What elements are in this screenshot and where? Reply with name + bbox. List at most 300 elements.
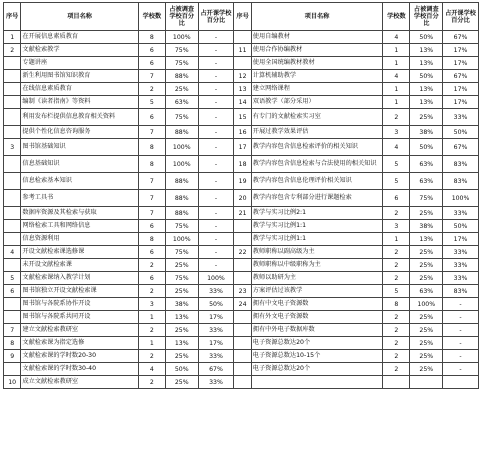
item-text: 数据库资源及其检索与获取 (22, 208, 97, 216)
item-text: 专题讲座 (22, 58, 48, 66)
table-row (4, 96, 479, 109)
count-cell: 2 (383, 272, 410, 285)
item-cell (251, 324, 383, 337)
pct-open-cell: 67% (443, 31, 479, 44)
seq-cell (4, 259, 21, 272)
count-cell: 7 (138, 126, 165, 139)
pct-school-cell: 25% (410, 109, 443, 126)
seq-cell: 1 (4, 31, 21, 44)
seq-cell (4, 57, 21, 70)
pct-open-cell: - (198, 246, 234, 259)
item-cell (251, 376, 383, 389)
count-cell: 7 (138, 190, 165, 207)
pct-school-cell: 38% (410, 126, 443, 139)
count-cell: 8 (138, 139, 165, 156)
pct-open-cell: 17% (443, 83, 479, 96)
header-count: 学校数 (383, 3, 410, 31)
item-text: 双语教学（部分采用） (252, 97, 315, 105)
item-cell (251, 139, 383, 156)
item-cell (251, 350, 383, 363)
item-text: 文献检索课的学时数30-40 (22, 364, 97, 372)
item-cell (21, 220, 138, 233)
item-text: 教学内容包含信息检索评价的相关知识 (252, 142, 358, 150)
item-text: 有专门的文献检索实习室 (252, 112, 321, 120)
pct-open-cell: - (443, 350, 479, 363)
seq-cell (234, 363, 251, 376)
pct-open-cell: 83% (443, 156, 479, 173)
item-cell (21, 83, 138, 96)
pct-school-cell: 100% (165, 139, 198, 156)
count-cell (383, 376, 410, 389)
count-cell: 8 (383, 298, 410, 311)
item-cell (251, 311, 383, 324)
pct-school-cell (410, 376, 443, 389)
count-cell: 2 (383, 324, 410, 337)
pct-school-cell: 25% (410, 363, 443, 376)
pct-school-cell: 63% (410, 156, 443, 173)
count-cell: 2 (383, 350, 410, 363)
pct-school-cell: 88% (165, 173, 198, 190)
item-cell (251, 83, 383, 96)
item-cell (251, 126, 383, 139)
item-cell (21, 139, 138, 156)
pct-school-cell: 88% (165, 190, 198, 207)
pct-open-cell: 50% (443, 220, 479, 233)
count-cell: 6 (138, 246, 165, 259)
pct-open-cell: - (443, 311, 479, 324)
item-text: 新生利用图书馆知识教育 (22, 71, 91, 79)
item-text: 在线信息素质教育 (22, 84, 72, 92)
count-cell: 2 (383, 246, 410, 259)
table-row (4, 363, 479, 376)
pct-open-cell: 100% (443, 190, 479, 207)
pct-school-cell: 50% (410, 31, 443, 44)
item-cell (21, 126, 138, 139)
pct-open-cell: 67% (443, 139, 479, 156)
item-text: 建立文献检索教研室 (22, 325, 79, 333)
count-cell: 6 (138, 44, 165, 57)
table-row (4, 259, 479, 272)
count-cell: 2 (383, 207, 410, 220)
item-cell (21, 31, 138, 44)
seq-cell (4, 363, 21, 376)
count-cell: 8 (138, 31, 165, 44)
pct-open-cell: 17% (443, 57, 479, 70)
table-row (4, 44, 479, 57)
seq-cell: 17 (234, 139, 251, 156)
pct-open-cell: 33% (198, 376, 234, 389)
pct-school-cell: 50% (165, 363, 198, 376)
table-row (4, 126, 479, 139)
count-cell: 3 (383, 220, 410, 233)
seq-cell: 21 (234, 207, 251, 220)
pct-open-cell: 33% (443, 207, 479, 220)
pct-school-cell: 13% (410, 57, 443, 70)
pct-school-cell: 25% (165, 376, 198, 389)
count-cell: 7 (138, 173, 165, 190)
table-row (4, 31, 479, 44)
item-cell (21, 173, 138, 190)
pct-open-cell: 17% (443, 44, 479, 57)
pct-school-cell: 38% (165, 298, 198, 311)
pct-open-cell: - (198, 126, 234, 139)
item-text: 成立文献检索教研室 (22, 377, 79, 385)
item-text: 信息基础知识 (22, 159, 60, 167)
count-cell: 2 (138, 324, 165, 337)
header-item: 项目名称 (251, 3, 383, 31)
pct-open-cell: - (443, 337, 479, 350)
item-text: 拥有中外电子数据库数 (252, 325, 315, 333)
seq-cell (234, 233, 251, 246)
table-row (4, 109, 479, 126)
pct-school-cell: 100% (165, 31, 198, 44)
pct-school-cell: 25% (410, 246, 443, 259)
pct-school-cell: 88% (165, 70, 198, 83)
pct-school-cell: 25% (410, 311, 443, 324)
seq-cell (4, 190, 21, 207)
seq-cell: 2 (4, 44, 21, 57)
pct-school-cell: 38% (410, 220, 443, 233)
table-row (4, 246, 479, 259)
item-text: 教学与实习比例1:1 (252, 221, 307, 229)
header-item: 项目名称 (21, 3, 138, 31)
item-cell (251, 96, 383, 109)
pct-open-cell: - (198, 31, 234, 44)
count-cell: 2 (383, 363, 410, 376)
table-row (4, 337, 479, 350)
table-row (4, 190, 479, 207)
item-cell (21, 259, 138, 272)
table-row (4, 272, 479, 285)
count-cell: 6 (383, 190, 410, 207)
item-cell (21, 363, 138, 376)
seq-cell (4, 156, 21, 173)
count-cell: 5 (383, 156, 410, 173)
seq-cell: 16 (234, 126, 251, 139)
pct-open-cell: - (198, 156, 234, 173)
seq-cell (234, 272, 251, 285)
count-cell: 8 (138, 156, 165, 173)
pct-school-cell: 13% (410, 96, 443, 109)
pct-school-cell: 75% (165, 44, 198, 57)
seq-cell: 3 (4, 139, 21, 156)
seq-cell (4, 173, 21, 190)
table-row (4, 156, 479, 173)
pct-school-cell: 63% (410, 173, 443, 190)
pct-school-cell: 13% (410, 233, 443, 246)
item-cell (21, 44, 138, 57)
item-text: 文献检索课的学时数20-30 (22, 351, 97, 359)
item-cell (21, 96, 138, 109)
seq-cell: 5 (4, 272, 21, 285)
pct-open-cell: 17% (198, 311, 234, 324)
item-cell (21, 350, 138, 363)
seq-cell: 8 (4, 337, 21, 350)
table-row (4, 220, 479, 233)
pct-open-cell: 33% (443, 246, 479, 259)
item-cell (21, 246, 138, 259)
pct-open-cell: - (198, 70, 234, 83)
count-cell: 1 (383, 96, 410, 109)
item-cell (21, 324, 138, 337)
seq-cell (4, 96, 21, 109)
count-cell: 4 (383, 31, 410, 44)
pct-school-cell: 25% (410, 350, 443, 363)
item-cell (251, 156, 383, 173)
seq-cell (4, 207, 21, 220)
item-cell (251, 259, 383, 272)
item-text: 开展过教学效果评估 (252, 127, 309, 135)
item-cell (251, 173, 383, 190)
seq-cell (4, 220, 21, 233)
seq-cell (4, 298, 21, 311)
count-cell: 4 (383, 70, 410, 83)
seq-cell (234, 337, 251, 350)
pct-school-cell: 13% (410, 44, 443, 57)
pct-school-cell: 63% (165, 96, 198, 109)
pct-open-cell: 83% (443, 173, 479, 190)
item-cell (251, 285, 383, 298)
item-cell (251, 57, 383, 70)
pct-open-cell: - (443, 324, 479, 337)
count-cell: 4 (138, 363, 165, 376)
item-text: 未开设文献检索课 (22, 260, 72, 268)
pct-school-cell: 100% (165, 156, 198, 173)
pct-school-cell: 100% (410, 298, 443, 311)
header-row (4, 3, 479, 31)
item-text: 文献检索课为指定选修 (22, 338, 85, 346)
count-cell: 5 (383, 285, 410, 298)
item-cell (21, 109, 138, 126)
item-text: 教学与实习比例2:1 (252, 208, 307, 216)
item-text: 编制《读者指南》等资料 (22, 97, 91, 105)
item-cell (251, 233, 383, 246)
table-row (4, 70, 479, 83)
item-cell (21, 207, 138, 220)
pct-school-cell: 75% (165, 109, 198, 126)
item-text: 文献检索课纳入教学计划 (22, 273, 91, 281)
pct-open-cell: 33% (443, 259, 479, 272)
table-row (4, 173, 479, 190)
pct-school-cell: 25% (410, 337, 443, 350)
pct-open-cell: 17% (198, 337, 234, 350)
pct-open-cell: 67% (443, 70, 479, 83)
seq-cell: 19 (234, 173, 251, 190)
header-seq: 序号 (234, 3, 251, 31)
header-pct-school: 占被调查学校百分比 (410, 3, 443, 31)
pct-open-cell: - (443, 363, 479, 376)
seq-cell: 20 (234, 190, 251, 207)
pct-open-cell: - (198, 44, 234, 57)
item-cell (21, 57, 138, 70)
count-cell: 2 (383, 311, 410, 324)
seq-cell: 23 (234, 285, 251, 298)
count-cell: 2 (383, 109, 410, 126)
count-cell: 7 (138, 207, 165, 220)
seq-cell: 13 (234, 83, 251, 96)
seq-cell (234, 57, 251, 70)
seq-cell: 10 (4, 376, 21, 389)
item-cell (21, 298, 138, 311)
seq-cell: 22 (234, 246, 251, 259)
pct-school-cell: 25% (410, 324, 443, 337)
table-row (4, 57, 479, 70)
pct-open-cell: 50% (198, 298, 234, 311)
pct-school-cell: 100% (165, 233, 198, 246)
item-text: 使用合作协编教材 (252, 45, 303, 53)
pct-open-cell: 33% (443, 109, 479, 126)
table-row (4, 285, 479, 298)
table-row (4, 324, 479, 337)
item-text: 使用自编教材 (252, 32, 290, 40)
seq-cell (4, 109, 21, 126)
pct-school-cell: 63% (410, 285, 443, 298)
count-cell: 6 (138, 57, 165, 70)
count-cell: 1 (383, 44, 410, 57)
pct-open-cell: - (198, 109, 234, 126)
seq-cell: 24 (234, 298, 251, 311)
count-cell: 6 (138, 109, 165, 126)
seq-cell: 15 (234, 109, 251, 126)
item-cell (251, 70, 383, 83)
count-cell: 1 (383, 83, 410, 96)
pct-open-cell: 33% (198, 324, 234, 337)
item-text: 网络检索工具和网络信息 (22, 221, 91, 229)
table-row (4, 350, 479, 363)
pct-open-cell: - (198, 57, 234, 70)
pct-open-cell: 100% (198, 272, 234, 285)
seq-cell (234, 311, 251, 324)
item-text: 使用全国统编教材教材 (252, 58, 315, 66)
pct-open-cell: 33% (443, 272, 479, 285)
item-cell (251, 31, 383, 44)
item-cell (251, 207, 383, 220)
table-row (4, 311, 479, 324)
seq-cell: 6 (4, 285, 21, 298)
seq-cell (4, 126, 21, 139)
pct-open-cell: 17% (443, 96, 479, 109)
pct-open-cell: 17% (443, 233, 479, 246)
seq-cell (4, 70, 21, 83)
item-text: 拥有外文电子资源数 (252, 312, 309, 320)
pct-school-cell: 13% (165, 311, 198, 324)
pct-school-cell: 25% (165, 83, 198, 96)
count-cell: 1 (138, 311, 165, 324)
item-text: 利用发布栏提供信息教育相关资料 (22, 112, 116, 120)
seq-cell (234, 350, 251, 363)
pct-school-cell: 75% (165, 272, 198, 285)
table-row (4, 376, 479, 389)
pct-school-cell: 25% (410, 259, 443, 272)
pct-school-cell: 25% (165, 259, 198, 272)
count-cell: 2 (383, 337, 410, 350)
item-text: 文献检索教学 (22, 45, 60, 53)
item-text: 信息检索基本知识 (22, 176, 72, 184)
count-cell: 2 (383, 259, 410, 272)
item-cell (251, 246, 383, 259)
pct-open-cell: - (198, 190, 234, 207)
pct-school-cell: 75% (165, 57, 198, 70)
item-cell (21, 233, 138, 246)
table-row (4, 83, 479, 96)
pct-school-cell: 13% (410, 83, 443, 96)
item-text: 提供个性化信息咨询服务 (22, 127, 91, 135)
count-cell: 6 (138, 272, 165, 285)
item-text: 教师职称以中级职称为主 (252, 260, 321, 268)
item-text: 教学内容包含专利部分进行课题检索 (252, 193, 352, 201)
item-text: 信息资源利用 (22, 234, 60, 242)
item-cell (21, 190, 138, 207)
pct-school-cell: 25% (165, 350, 198, 363)
pct-school-cell: 50% (410, 139, 443, 156)
seq-cell: 9 (4, 350, 21, 363)
document-sheet (0, 2, 482, 454)
count-cell: 1 (138, 337, 165, 350)
item-text: 教师职称以副高级为主 (252, 247, 315, 255)
pct-open-cell: - (198, 259, 234, 272)
item-text: 教学内容包含信息检索与合法使用的相关知识 (252, 159, 377, 167)
count-cell: 8 (138, 233, 165, 246)
pct-open-cell: 50% (443, 126, 479, 139)
item-text: 电子资源总数达10-15个 (252, 351, 321, 359)
pct-school-cell: 88% (165, 126, 198, 139)
header-pct-open: 占开课学校百分比 (198, 3, 234, 31)
pct-open-cell: - (198, 207, 234, 220)
item-text: 拥有中文电子资源数 (252, 299, 309, 307)
count-cell: 1 (383, 233, 410, 246)
pct-open-cell: - (198, 83, 234, 96)
count-cell: 2 (138, 350, 165, 363)
item-cell (21, 285, 138, 298)
item-cell (251, 190, 383, 207)
item-text: 图书馆基础知识 (22, 142, 66, 150)
table-row (4, 207, 479, 220)
count-cell: 5 (383, 173, 410, 190)
seq-cell: 14 (234, 96, 251, 109)
seq-cell (4, 233, 21, 246)
item-text: 建立网络课程 (252, 84, 290, 92)
count-cell: 1 (383, 57, 410, 70)
header-pct-open: 占开课学校百分比 (443, 3, 479, 31)
pct-open-cell: - (198, 139, 234, 156)
pct-open-cell: - (198, 233, 234, 246)
pct-school-cell: 25% (410, 272, 443, 285)
item-cell (21, 272, 138, 285)
item-cell (251, 363, 383, 376)
pct-open-cell: 33% (198, 350, 234, 363)
count-cell: 3 (138, 298, 165, 311)
pct-school-cell: 88% (165, 207, 198, 220)
seq-cell: 12 (234, 70, 251, 83)
item-text: 图书馆与各院系共同开设 (22, 312, 91, 320)
pct-open-cell: - (198, 173, 234, 190)
pct-school-cell: 75% (410, 190, 443, 207)
seq-cell (4, 83, 21, 96)
item-text: 开设文献检索课选修课 (22, 247, 85, 255)
item-cell (21, 376, 138, 389)
item-cell (21, 311, 138, 324)
item-cell (251, 109, 383, 126)
pct-school-cell: 25% (165, 324, 198, 337)
item-cell (251, 298, 383, 311)
item-cell (21, 70, 138, 83)
seq-cell: 18 (234, 156, 251, 173)
count-cell: 7 (138, 70, 165, 83)
count-cell: 2 (138, 83, 165, 96)
item-text: 在开展信息素质教育 (22, 32, 79, 40)
item-cell (251, 220, 383, 233)
table-row (4, 233, 479, 246)
